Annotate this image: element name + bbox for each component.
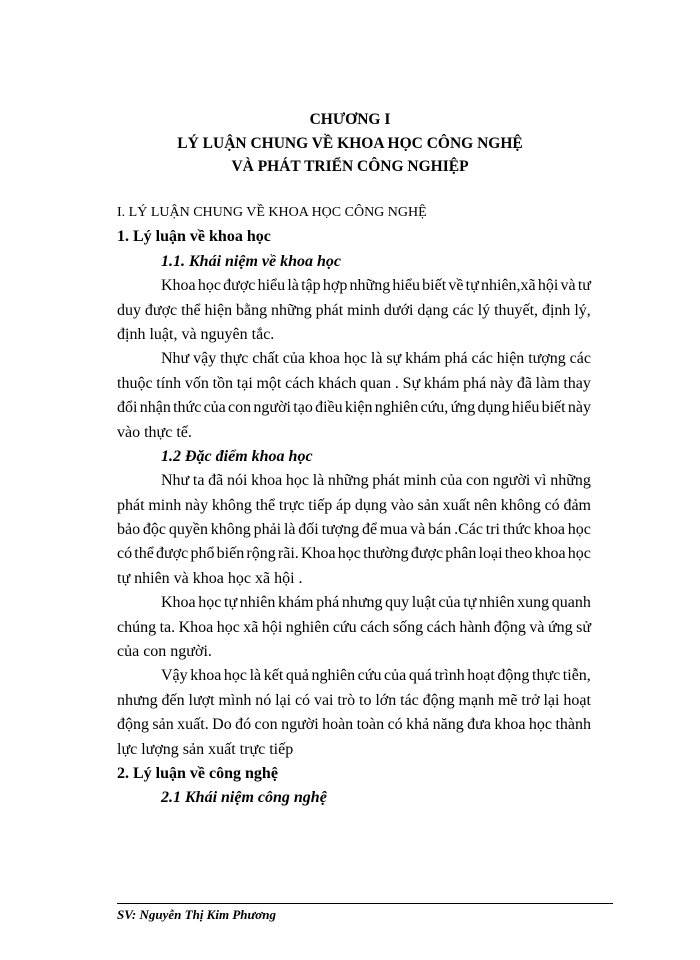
word: này	[567, 399, 591, 417]
word: hội	[537, 277, 559, 295]
word: học	[567, 521, 591, 539]
word: áp	[336, 496, 352, 514]
word: tiễn,	[562, 667, 591, 685]
word: đã	[516, 374, 532, 392]
word: động	[493, 618, 526, 636]
word: khoa	[533, 521, 565, 539]
word: ta.	[159, 618, 176, 636]
word: đã	[208, 472, 224, 490]
word: mẽ	[497, 691, 518, 709]
word: đến	[161, 691, 185, 709]
word: khoa	[190, 667, 222, 685]
word: vốn	[184, 374, 209, 392]
word: Do	[212, 716, 232, 734]
word: phá	[463, 374, 487, 392]
word: của	[282, 350, 305, 368]
word: bảo	[117, 521, 141, 539]
word: mua	[379, 521, 408, 539]
word: cách	[360, 618, 390, 636]
word: nhiên	[478, 594, 515, 612]
word: của	[440, 472, 463, 490]
word: tự	[224, 594, 238, 612]
word: khám	[277, 594, 314, 612]
word: đảm	[563, 496, 591, 514]
word: thuyết,	[494, 301, 539, 319]
word: trình	[434, 667, 465, 685]
word: kiện	[344, 399, 373, 417]
word: trở	[521, 691, 540, 709]
word: các	[569, 350, 591, 368]
word: tri	[485, 521, 500, 539]
word: tồn	[212, 374, 234, 392]
word: duy	[117, 301, 141, 319]
paragraph-3-line-4	[117, 542, 591, 566]
word: này	[184, 496, 209, 514]
word: luật	[411, 594, 436, 612]
paragraph-2-line-4: vào thực tế.	[117, 423, 192, 441]
word: Khoa	[300, 545, 336, 563]
word: hợp	[322, 277, 348, 295]
word: lại	[275, 691, 292, 709]
word: sản	[417, 496, 439, 514]
word: dụng	[354, 496, 387, 514]
word: thực	[220, 350, 249, 368]
word: thể	[181, 301, 201, 319]
word: đổi	[117, 399, 138, 417]
word: vậy	[193, 350, 217, 368]
word: nghiên	[374, 399, 419, 417]
word: định	[541, 301, 571, 319]
word: tiếp	[308, 496, 333, 514]
word: con	[465, 472, 490, 490]
word: xung	[517, 594, 550, 612]
word: khoa	[251, 472, 283, 490]
word: to	[359, 691, 372, 709]
word: đưa	[467, 716, 491, 734]
word: hoạt	[467, 667, 495, 685]
word: người	[492, 472, 531, 490]
paragraph-4-line-2	[117, 616, 591, 640]
paragraph-2-line-1	[117, 347, 591, 371]
word: hiểu	[392, 277, 420, 295]
paragraph-5-line-4: lực lượng sản xuất trực tiếp	[117, 740, 294, 758]
word: khoa	[494, 716, 526, 734]
word: phá	[444, 350, 468, 368]
word: nghiên	[285, 618, 330, 636]
word: đối	[298, 521, 319, 539]
word: trực	[278, 496, 305, 514]
word: tạo	[293, 399, 313, 417]
word: tượng	[528, 350, 566, 368]
word: sống	[392, 618, 424, 636]
word: biết	[541, 399, 566, 417]
word: các	[471, 350, 493, 368]
word: khám	[405, 350, 441, 368]
word: nhưng	[341, 594, 383, 612]
paragraph-4-line-3: của con người.	[117, 643, 212, 661]
subsection-heading-1-1: 1.1. Khái niệm về khoa học	[161, 252, 342, 270]
word: dạng	[417, 301, 449, 319]
paragraph-1-line-3: định luật, và nguyên tắc.	[117, 325, 275, 343]
word: cách	[426, 618, 456, 636]
word: cách	[285, 374, 315, 392]
word: động	[422, 691, 455, 709]
word: của	[203, 399, 226, 417]
word: con	[254, 716, 278, 734]
word: tư	[577, 277, 591, 295]
paragraph-2-line-2	[117, 372, 591, 396]
word: và	[410, 521, 426, 539]
word: lý,	[574, 301, 591, 319]
word: học	[567, 545, 591, 563]
word: được	[144, 301, 178, 319]
word: hội	[261, 618, 283, 636]
word: quy	[385, 594, 410, 612]
subsection-heading-1-2: 1.2 Đặc điểm khoa học	[161, 447, 313, 465]
word: phá	[316, 594, 340, 612]
word: nhiên	[239, 594, 276, 612]
word: thức	[502, 521, 532, 539]
paragraph-3-line-3	[117, 518, 591, 542]
word: học	[223, 667, 248, 685]
word: hiểu	[257, 277, 286, 295]
word: có	[387, 716, 403, 734]
word: minh	[403, 472, 437, 490]
word: những	[271, 301, 312, 319]
word: nhiên,xã	[481, 277, 536, 295]
word: thực	[532, 667, 561, 685]
word: tự	[463, 594, 477, 612]
footer-divider	[117, 903, 613, 904]
word: thuộc	[117, 374, 153, 392]
word: minh	[347, 301, 380, 319]
word: về	[448, 277, 464, 295]
word: vì	[534, 472, 547, 490]
word: là	[312, 472, 325, 490]
word: một	[256, 374, 282, 392]
word: trò	[337, 691, 356, 709]
word: học	[528, 716, 553, 734]
word: Vậy	[161, 667, 188, 685]
word: để	[361, 521, 378, 539]
word: những	[349, 277, 391, 295]
chapter-title-line-2: VÀ PHÁT TRIỂN CÔNG NGHIỆP	[231, 158, 469, 175]
word: phổ	[190, 545, 215, 563]
paragraph-1-line-2	[117, 299, 591, 323]
word: thay	[563, 374, 591, 392]
word: quả	[285, 667, 309, 685]
word: hiện	[204, 301, 233, 319]
word: phân	[445, 545, 477, 563]
word: xuất	[442, 496, 471, 514]
word: lớn	[375, 691, 397, 709]
word: này	[489, 374, 514, 392]
word: lại	[543, 691, 560, 709]
word: học	[197, 277, 221, 295]
word: người	[281, 716, 319, 734]
word: minh	[148, 496, 182, 514]
paragraph-2-line-3	[117, 396, 591, 420]
word: vào	[390, 496, 414, 514]
section-heading-2: 2. Lý luận về công nghệ	[117, 764, 278, 782]
word: thành	[555, 716, 591, 734]
word: nên	[473, 496, 498, 514]
word: tại	[236, 374, 253, 392]
word: năng	[432, 716, 464, 734]
word: vai	[313, 691, 334, 709]
word: hiểu	[511, 399, 540, 417]
word: lượt	[188, 691, 215, 709]
word: khoa	[308, 350, 340, 368]
word: khoa	[534, 545, 566, 563]
word: mạnh	[458, 691, 495, 709]
word: quá	[408, 667, 432, 685]
word: động	[497, 667, 530, 685]
chapter-heading	[0, 108, 700, 179]
word: bán	[428, 521, 452, 539]
word: Sự	[402, 374, 421, 392]
word: hành	[459, 618, 491, 636]
word: thường	[363, 545, 409, 563]
word: có	[544, 496, 560, 514]
word: học	[337, 545, 361, 563]
word: nó	[255, 691, 272, 709]
word: là	[283, 521, 296, 539]
word: là	[249, 667, 262, 685]
word: sử	[576, 618, 591, 636]
paragraph-1-line-1	[117, 274, 591, 298]
word: dụng	[477, 399, 510, 417]
paragraph-3-line-5: tự nhiên và khoa học xã hội .	[117, 569, 303, 587]
paragraph-5-line-3	[117, 713, 591, 737]
paragraph-5-line-2	[117, 689, 591, 713]
word: phát	[372, 472, 400, 490]
word: chất	[252, 350, 279, 368]
word: tác	[400, 691, 419, 709]
word: sự	[386, 350, 402, 368]
word: hoạt	[563, 691, 591, 709]
word: hiện	[496, 350, 525, 368]
word: sản	[152, 716, 174, 734]
paragraph-3-line-2	[117, 494, 591, 518]
word: phát	[117, 496, 145, 514]
word: Như	[161, 472, 190, 490]
paragraph-3-line-1	[117, 469, 591, 493]
word: chúng	[117, 618, 157, 636]
word: .Các	[454, 521, 483, 539]
paragraph-5-line-1	[117, 664, 591, 688]
word: không	[211, 496, 252, 514]
word: tự	[465, 277, 479, 295]
chapter-number: CHƯƠNG I	[309, 111, 391, 128]
word: được	[410, 545, 444, 563]
word: học	[343, 350, 367, 368]
word: quyền	[168, 521, 208, 539]
paragraph-4-line-1	[117, 591, 591, 615]
word: xã	[243, 618, 259, 636]
word: không	[210, 521, 251, 539]
word: lý	[477, 301, 491, 319]
word: .	[394, 374, 399, 392]
word: ứng	[450, 399, 476, 417]
word: khả	[406, 716, 430, 734]
word: loại	[478, 545, 503, 563]
word: độc	[142, 521, 167, 539]
word: Như	[161, 350, 190, 368]
word: cứu	[332, 618, 357, 636]
word: cứu,	[420, 399, 449, 417]
word: là	[287, 277, 299, 295]
word: nói	[226, 472, 248, 490]
word: Khoa	[161, 594, 196, 612]
word: thức	[173, 399, 202, 417]
word: xuất.	[177, 716, 209, 734]
word: được	[223, 277, 256, 295]
word: con	[228, 399, 252, 417]
word: ta	[192, 472, 205, 490]
word: nghiên	[311, 667, 356, 685]
word: tập	[301, 277, 321, 295]
word: nhận	[139, 399, 171, 417]
word: học	[216, 618, 240, 636]
word: có	[294, 691, 311, 709]
word: của	[438, 594, 461, 612]
word: tượng	[321, 521, 360, 539]
word: nhưng	[117, 691, 158, 709]
word: học	[198, 594, 222, 612]
subsection-heading-2-1: 2.1 Khái niệm công nghệ	[161, 789, 327, 807]
word: rộng	[246, 545, 276, 563]
word: có	[117, 545, 133, 563]
word: mình	[218, 691, 252, 709]
word: kết	[263, 667, 284, 685]
word: toàn	[356, 716, 385, 734]
word: động	[117, 716, 149, 734]
section-heading-I: I. LÝ LUẬN CHUNG VỀ KHOA HỌC CÔNG NGHỆ	[117, 205, 427, 220]
word: và	[529, 618, 545, 636]
word: thể	[255, 496, 276, 514]
section-heading-1: 1. Lý luận về khoa học	[117, 228, 271, 246]
word: dưới	[383, 301, 414, 319]
word: điều	[315, 399, 343, 417]
word: phải	[253, 521, 282, 539]
word: thể	[134, 545, 154, 563]
word: Khoa	[161, 277, 196, 295]
word: là	[370, 350, 383, 368]
word: khám	[423, 374, 460, 392]
word: của	[384, 667, 407, 685]
word: làm	[535, 374, 560, 392]
footer-author: SV: Nguyễn Thị Kim Phương	[117, 907, 276, 922]
word: được	[156, 545, 189, 563]
word: phát	[315, 301, 344, 319]
word: những	[327, 472, 369, 490]
word: biến	[216, 545, 245, 563]
word: không	[500, 496, 541, 514]
word: cứu	[357, 667, 382, 685]
word: bằng	[236, 301, 268, 319]
word: hoàn	[322, 716, 354, 734]
word: khách	[318, 374, 357, 392]
word: các	[452, 301, 474, 319]
word: biết	[422, 277, 447, 295]
word: Khoa	[178, 618, 214, 636]
document-body	[117, 201, 591, 811]
word: theo	[504, 545, 533, 563]
word: đó	[235, 716, 252, 734]
word: học	[285, 472, 309, 490]
word: quan	[360, 374, 392, 392]
word: tính	[156, 374, 182, 392]
word: ứng	[547, 618, 573, 636]
word: những	[550, 472, 591, 490]
chapter-title-line-1: LÝ LUẬN CHUNG VỀ KHOA HỌC CÔNG NGHỆ	[177, 134, 523, 152]
word: quanh	[551, 594, 591, 612]
word: người	[253, 399, 291, 417]
word: rãi.	[277, 545, 299, 563]
word: và	[560, 277, 576, 295]
